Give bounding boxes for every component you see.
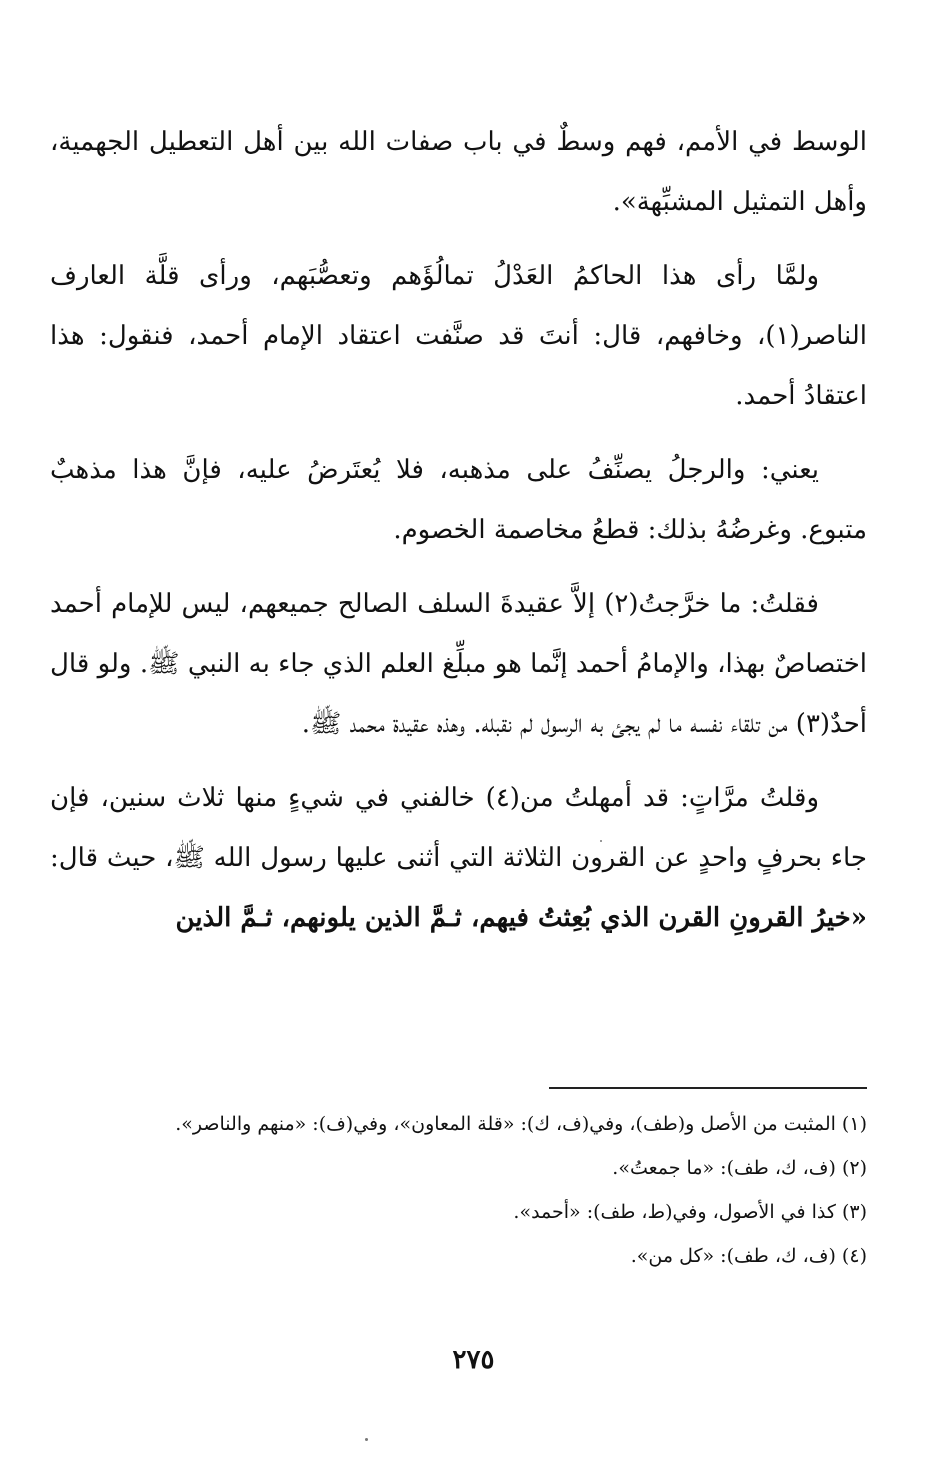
footnotes (50, 1102, 867, 1278)
hadith-quote: «خيرُ القرونِ القرن الذي بُعِثتُ فيهم، ثـمَّ الذين يلونهم، ثـمَّ الذين (175, 903, 867, 933)
paragraph-2: ولمَّا رأى هذا الحاكمُ العَدْلُ تمالُؤَهم وتعصُّبَهم، ورأى قلَّة العارف الناصر(١)، وخافهم، قال: أنتَ قد صنَّفت اعتقاد الإمام أحمد، فنقول: هذا اعتقادُ أحمد. (50, 261, 867, 411)
scan-speck (365, 1438, 368, 1441)
paragraph-4: فقلتُ: ما خرَّجتُ(٢) إلاَّ عقيدةَ السلف الصالح جميعهم، ليس للإمام أحمد اختصاصٌ بهذا، والإمامُ أحمد إنَّما هو مبلِّغ العلم الذي جاء به النبي ﷺ. ولو قال أحدٌ(٣) من تلقاء نفسه ما لم يجئ به الرسول لم نقبله. وهذه عقيدة محمد ﷺ. (50, 589, 867, 739)
footnote-4: (٤) (ف، ك، طف): «كل من». (630, 1245, 867, 1267)
page-number: ٢٧٥ (452, 1345, 495, 1375)
footnote-1: (١) المثبت من الأصل و(طف)، وفي(ف، ك): «قلة المعاون»، وفي(ف): «منهم والناصر». (175, 1113, 867, 1135)
paragraph-5 (50, 768, 867, 948)
main-text (50, 112, 867, 962)
scan-speck (600, 840, 602, 842)
footnote-3: (٣) كذا في الأصول، وفي(ط، طف): «أحمد». (513, 1201, 867, 1223)
paragraph-1: الوسط في الأمم، فهم وسطٌ في باب صفات الله بين أهل التعطيل الجهمية، وأهل التمثيل المشبِّهة». (50, 127, 867, 217)
paragraph-5-text: وقلتُ مرَّاتٍ: قد أمهلتُ من(٤) خالفني في شيءٍ منها ثلاث سنين، فإن جاء بحرفٍ واحدٍ عن القرون الثلاثة التي أثنى عليها رسول الله ﷺ، حيث قال: (50, 783, 867, 873)
paragraph-3: يعني: والرجلُ يصنِّفُ على مذهبه، فلا يُعتَرضُ عليه، فإنَّ هذا مذهبٌ متبوع. وغرضُهُ بذلك: قطعُ مخاصمة الخصوم. (50, 455, 867, 545)
footnote-divider (549, 1087, 867, 1089)
footnote-2: (٢) (ف، ك، طف): «ما جمعتُ». (612, 1157, 867, 1179)
